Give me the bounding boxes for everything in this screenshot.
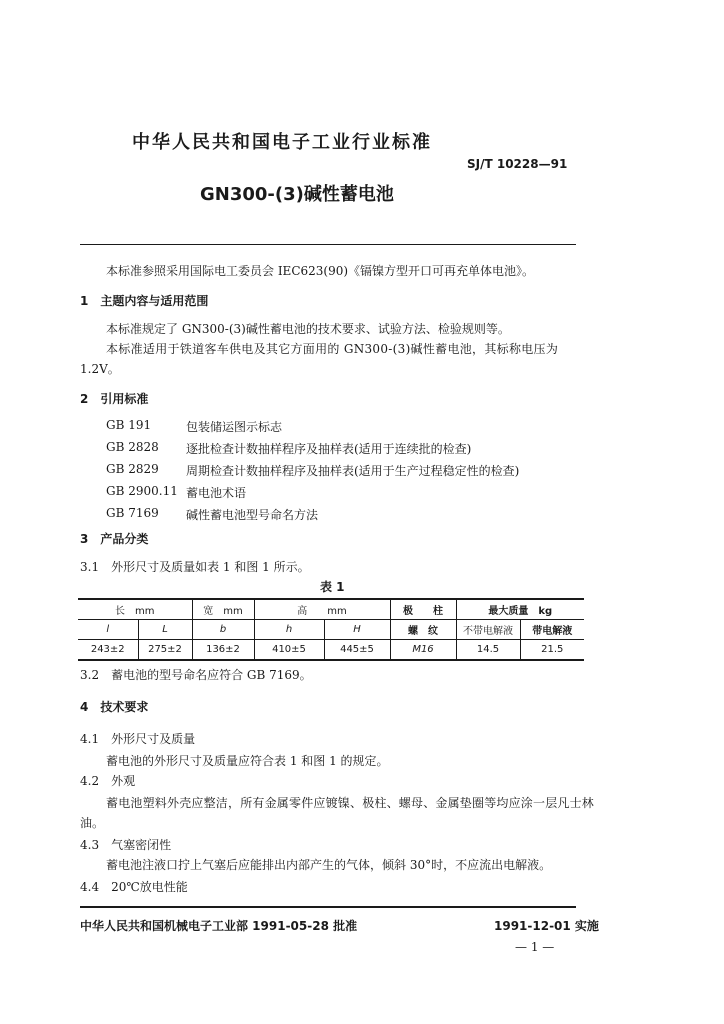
reference-code: GB 2829 (106, 462, 159, 476)
without-electrolyte-header: 不带电解液 (456, 620, 520, 640)
col-H-header: H (324, 620, 390, 640)
cell-thread: M16 (390, 640, 456, 661)
section-4-3-paragraph: 蓄电池注液口拧上气塞后应能排出内部产生的气体，倾斜 30°时，不应流出电解液。 (106, 858, 552, 872)
section-1-paragraph-1: 本标准规定了 GN300-(3)碱性蓄电池的技术要求、试验方法、检验规则等。 (106, 322, 510, 336)
reference-code: GB 2900.11 (106, 484, 178, 498)
section-4-heading: 4 技术要求 (80, 700, 149, 714)
section-1-heading: 1 主题内容与适用范围 (80, 294, 209, 308)
cell-H: 445±5 (324, 640, 390, 661)
col-b-header: b (192, 620, 254, 640)
reference-title: 周期检查计数抽样程序及抽样表(适用于生产过程稳定性的检查) (186, 464, 520, 478)
section-4-4-heading: 4.4 20℃放电性能 (80, 880, 188, 894)
length-header: 长 mm (78, 599, 192, 620)
table-caption: 表 1 (320, 580, 345, 594)
reference-title: 包装储运图示标志 (186, 420, 283, 434)
section-4-2-heading: 4.2 外观 (80, 774, 136, 788)
section-3-1-text: 3.1 外形尺寸及质量如表 1 和图 1 所示。 (80, 560, 310, 574)
dimensions-mass-table (78, 598, 584, 661)
reference-code: GB 2828 (106, 440, 159, 454)
section-1-paragraph-2: 本标准适用于铁道客车供电及其它方面用的 GN300-(3)碱性蓄电池，其标称电压为 (106, 342, 559, 356)
section-4-2-paragraph: 蓄电池塑料外壳应整洁，所有金属零件应镀镍、极柱、螺母、金属垫圈等均应涂一层凡士林 (106, 796, 595, 810)
section-4-1-heading: 4.1 外形尺寸及质量 (80, 732, 196, 746)
mass-header: 最大质量 kg (456, 599, 584, 620)
page-number: — 1 — (515, 940, 555, 954)
table-group-header-row (78, 599, 584, 620)
section-1-paragraph-2-cont: 1.2V。 (80, 362, 120, 376)
cell-h: 410±5 (254, 640, 324, 661)
approval-statement: 中华人民共和国机械电子工业部 1991-05-28 批准 (80, 919, 358, 933)
section-3-heading: 3 产品分类 (80, 532, 149, 546)
intro-paragraph: 本标准参照采用国际电工委员会 IEC623(90)《镉镍方型开口可再充单体电池》。 (106, 264, 535, 278)
section-4-3-heading: 4.3 气塞密闭性 (80, 838, 172, 852)
reference-code: GB 191 (106, 418, 152, 432)
section-2-heading: 2 引用标准 (80, 392, 149, 406)
standard-code: SJ/T 10228—91 (467, 157, 568, 171)
cell-l: 243±2 (78, 640, 138, 661)
header-divider (80, 244, 576, 245)
cell-L: 275±2 (138, 640, 192, 661)
thread-header: 螺 纹 (390, 620, 456, 640)
section-4-2-paragraph-cont: 油。 (80, 816, 105, 830)
issuing-organization: 中华人民共和国电子工业行业标准 (132, 132, 432, 153)
col-h-header: h (254, 620, 324, 640)
cell-with-electrolyte: 21.5 (520, 640, 584, 661)
effective-date: 1991-12-01 实施 (494, 919, 599, 933)
reference-code: GB 7169 (106, 506, 159, 520)
reference-title: 碱性蓄电池型号命名方法 (186, 508, 319, 522)
document-title: GN300-(3)碱性蓄电池 (200, 184, 394, 205)
section-4-1-paragraph: 蓄电池的外形尺寸及质量应符合表 1 和图 1 的规定。 (106, 754, 389, 768)
footer-divider (80, 906, 576, 908)
cell-without-electrolyte: 14.5 (456, 640, 520, 661)
reference-title: 蓄电池术语 (186, 486, 247, 500)
col-l-header: l (78, 620, 138, 640)
table-row (78, 640, 584, 661)
height-header: 高 mm (254, 599, 390, 620)
col-L-header: L (138, 620, 192, 640)
cell-b: 136±2 (192, 640, 254, 661)
reference-title: 逐批检查计数抽样程序及抽样表(适用于连续批的检查) (186, 442, 472, 456)
section-3-2-text: 3.2 蓄电池的型号命名应符合 GB 7169。 (80, 668, 312, 682)
table-sub-header-row (78, 620, 584, 640)
width-header: 宽 mm (192, 599, 254, 620)
terminal-header: 极 柱 (390, 599, 456, 620)
with-electrolyte-header: 带电解液 (520, 620, 584, 640)
